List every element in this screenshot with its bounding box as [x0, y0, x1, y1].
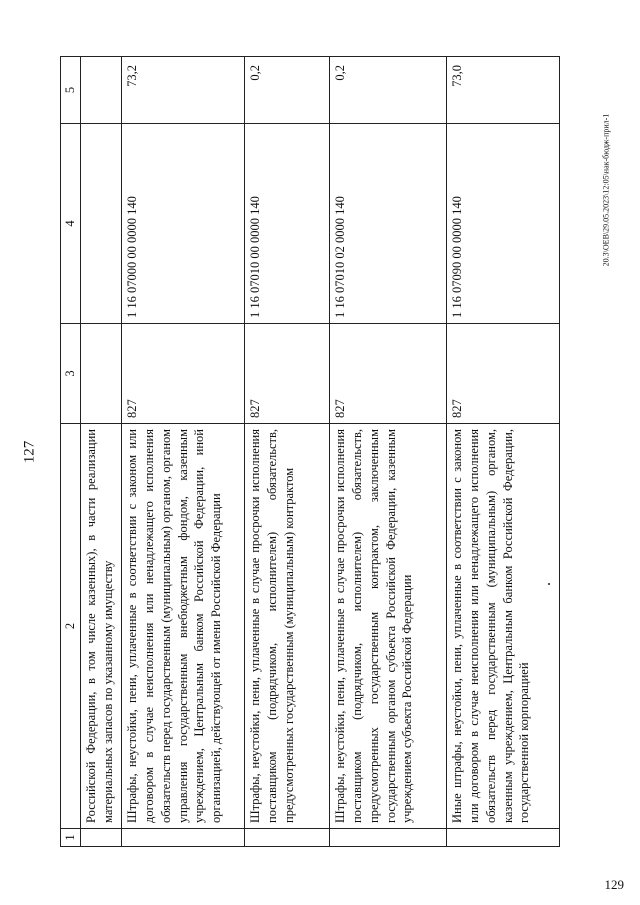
table-row	[329, 57, 446, 847]
cell-code: 827	[446, 324, 559, 424]
table-row	[121, 57, 244, 847]
cell-kbk: 1 16 07010 02 0000 140	[329, 124, 446, 324]
table-row	[244, 57, 329, 847]
cell-code	[80, 324, 121, 424]
budget-table	[60, 56, 560, 847]
cell-amount: 0,2	[244, 57, 329, 124]
cell-col1	[244, 829, 329, 847]
cell-col1	[80, 829, 121, 847]
header-cell-1: 1	[61, 829, 81, 847]
header-cell-2: 2	[61, 424, 81, 829]
cell-description: Иные штрафы, неустойки, пени, уплаченные в соответствии с законом или договором в случае неисполнения или ненадлежащего исполнения обязательств перед государственным (муниципальным) органом, казенным учреждением, Центральным банком Российской Федерации, государственной корпорацией	[446, 424, 559, 829]
cell-code: 827	[121, 324, 244, 424]
document-stamp: 20.3\OEB\29.05.2023\12:05\нак-бюдж-прил-1	[601, 113, 611, 267]
cell-description: Штрафы, неустойки, пени, уплаченные в соответствии с законом или договором в случае неисполнения или ненадлежащего исполнения обязательств перед государственным (муниципальным) органом, органом управления государственным внебюджетным фондом, казенным учреждением, Центральным банком Российской Федерации, иной организацией, действующей от имени Российской Федерации	[121, 424, 244, 829]
table-row	[80, 57, 121, 847]
header-cell-5: 5	[61, 57, 81, 124]
rotated-document	[60, 57, 580, 847]
cell-col1	[121, 829, 244, 847]
cell-col1	[446, 829, 559, 847]
cell-kbk	[80, 124, 121, 324]
cell-kbk: 1 16 07010 00 0000 140	[244, 124, 329, 324]
header-cell-4: 4	[61, 124, 81, 324]
cell-col1	[329, 829, 446, 847]
cell-kbk: 1 16 07090 00 0000 140	[446, 124, 559, 324]
cell-description: Штрафы, неустойки, пени, уплаченные в случае просрочки исполнения поставщиком (подрядчиком, исполнителем) обязательств, предусмотренных государственным (муниципальным) контрактом	[244, 424, 329, 829]
cell-amount: 73,0	[446, 57, 559, 124]
table-row	[446, 57, 559, 847]
cell-kbk: 1 16 07000 00 0000 140	[121, 124, 244, 324]
page-number-side: 127	[21, 440, 38, 464]
cell-code: 827	[329, 324, 446, 424]
cell-description: Штрафы, неустойки, пени, уплаченные в случае просрочки исполнения поставщиком (подрядчиком, исполнителем) обязательств, предусмотренных государственным контрактом, заключенным государственным органом субъекта Российской Федерации, казенным учреждением субъекта Российской Федерации	[329, 424, 446, 829]
cell-amount	[80, 57, 121, 124]
cell-code: 827	[244, 324, 329, 424]
cell-description: Российской Федерации, в том числе казенных), в части реализации материальных запасов по указанному имуществу	[80, 424, 121, 829]
table-header-row	[61, 57, 81, 847]
cell-amount: 73,2	[121, 57, 244, 124]
header-cell-3: 3	[61, 324, 81, 424]
page-number-bottom: 129	[604, 877, 624, 892]
cell-amount: 0,2	[329, 57, 446, 124]
